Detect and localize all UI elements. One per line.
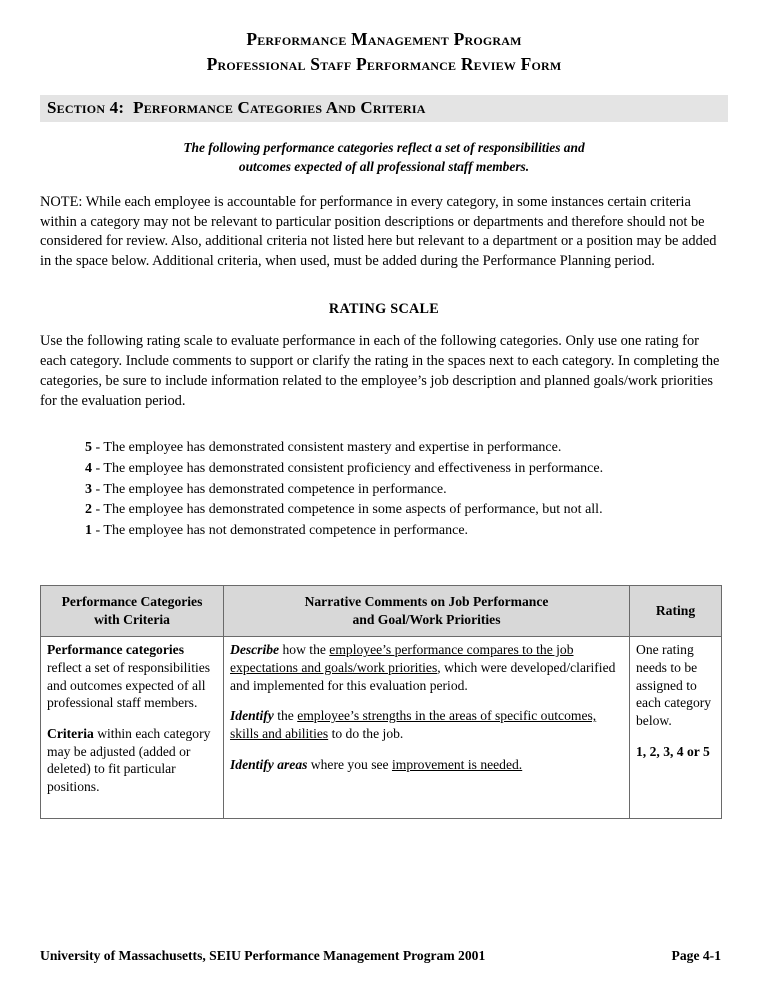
rating-description: - The employee has demonstrated competence in performance. — [92, 481, 447, 497]
rating-description: - The employee has demonstrated consistent mastery and expertise in performance. — [92, 440, 562, 456]
rating-number: 4 — [85, 460, 92, 476]
comments-lead-3: Identify areas — [230, 756, 308, 772]
table-row — [41, 637, 722, 819]
comments-end-2: to do the job. — [328, 726, 404, 742]
note-paragraph: NOTE: While each employee is accountable for performance in every category, in some instances certain criteria within a category may not be relevant to particular position descriptions or departments and therefore should not be considered for review. Also, additional criteria not listed here but relevant to a department or a position may be added in the space below. Additional criteria, when used, must be added during the Performance Planning period. — [40, 193, 717, 270]
rating-instruction: One rating needs to be assigned to each category below. — [636, 642, 712, 729]
list-item — [85, 521, 728, 542]
categories-text-1: reflect a set of responsibilities and outcomes expected of all professional staff members. — [47, 660, 211, 711]
rating-number: 3 — [85, 481, 92, 497]
comments-mid-1: how the — [279, 642, 330, 658]
comments-end-1: , which were developed/clarified and implemented for this evaluation period. — [230, 660, 616, 693]
comments-mid-3: where you see — [307, 756, 392, 772]
rating-description: - The employee has demonstrated consistent proficiency and effectiveness in performance. — [92, 460, 604, 476]
categories-text-2: within each category may be adjusted (added or deleted) to fit particular positions. — [47, 726, 211, 795]
performance-table-wrapper — [40, 585, 721, 819]
table-header-cell-categories — [41, 586, 224, 637]
table-cell-categories — [41, 637, 224, 819]
table-header-row — [41, 586, 722, 637]
header-comments-line2: and Goal/Work Priorities — [352, 611, 501, 627]
performance-table — [40, 585, 722, 819]
header-categories-line1: Performance Categories — [61, 594, 203, 609]
rating-number: 1 — [85, 522, 92, 538]
comments-paragraph-2 — [230, 707, 623, 742]
rating-number: 5 — [85, 440, 92, 456]
table-header-cell-comments — [224, 586, 630, 637]
comments-underline-2: employee’s strengths in the areas of specific outcomes, skills and abilities — [230, 708, 597, 742]
intro-statement-line2: outcomes expected of all professional staff members. — [238, 159, 530, 175]
categories-lead-1: Performance categories — [47, 642, 184, 658]
rating-number: 2 — [85, 502, 92, 518]
rating-description: - The employee has not demonstrated competence in performance. — [92, 522, 469, 538]
section-heading-text: Section 4: Performance Categories And Criteria — [47, 98, 426, 118]
list-item — [85, 500, 728, 521]
section-heading-bar — [40, 95, 728, 122]
categories-paragraph-1 — [47, 641, 217, 712]
comments-underline-3: improvement is needed. — [391, 756, 523, 772]
comments-paragraph-1 — [230, 641, 623, 694]
list-item — [85, 459, 728, 480]
document-title-line1: Performance Management Program — [246, 29, 522, 49]
rating-scale-paragraph: Use the following rating scale to evaluate performance in each of the following categories. Only use one rating for each category. Include comments to support or clarify the rating in the spaces next to each category. In completing the categories, be sure to include information related to the employee’s job description and planned goals/work priorities for the evaluation period. — [40, 333, 720, 410]
comments-paragraph-3 — [230, 756, 623, 774]
document-title-line2: Professional Staff Performance Review Form — [206, 53, 562, 74]
header-rating: Rating — [655, 602, 696, 618]
table-cell-comments[interactable] — [224, 637, 630, 819]
header-comments-line1: Narrative Comments on Job Performance — [304, 594, 549, 609]
footer-page-number: Page 4-1 — [671, 948, 721, 963]
categories-paragraph-2 — [47, 725, 217, 796]
rating-scale-list — [40, 438, 728, 542]
document-title — [40, 0, 728, 77]
rating-scale-heading: RATING SCALE — [328, 301, 440, 318]
list-item — [85, 438, 728, 459]
intro-statement — [40, 138, 728, 177]
rating-values: 1, 2, 3, 4 or 5 — [636, 743, 710, 759]
intro-statement-line1: The following performance categories reflect a set of responsibilities and — [183, 139, 585, 155]
categories-lead-2: Criteria — [47, 726, 94, 742]
table-cell-rating[interactable] — [630, 637, 722, 819]
table-header-cell-rating — [630, 586, 722, 637]
comments-lead-2: Identify — [230, 708, 274, 724]
rating-description: - The employee has demonstrated competence in some aspects of performance, but not all. — [92, 502, 603, 518]
comments-mid-2: the — [273, 708, 298, 724]
comments-lead-1: Describe — [230, 642, 280, 658]
list-item — [85, 480, 728, 501]
page-footer — [40, 948, 721, 964]
footer-left-text: University of Massachusetts, SEIU Performance Management Program 2001 — [40, 948, 486, 963]
header-categories-line2: with Criteria — [94, 611, 170, 627]
comments-underline-1: employee’s performance compares to the job expectations and goals/work priorities — [230, 642, 574, 676]
